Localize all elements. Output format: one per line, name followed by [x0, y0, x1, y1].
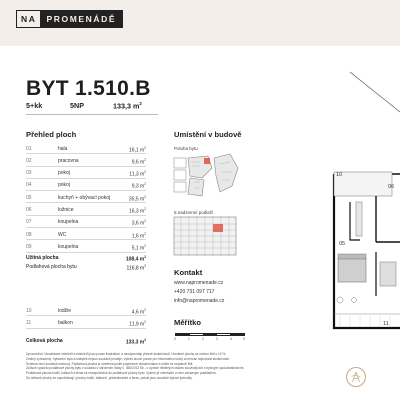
position-label: Poloha bytu	[174, 146, 198, 151]
room-area-value: 1,6 m	[131, 233, 145, 240]
total-area-value	[126, 338, 146, 346]
plan-room-10-label: 10	[336, 172, 343, 178]
floor-area-unit: 2	[144, 264, 146, 268]
room-row	[26, 167, 146, 179]
room-number: 02	[26, 157, 32, 164]
usable-area-label: Užitná plocha	[26, 255, 59, 261]
room-area-value: 11,9 m	[129, 321, 145, 328]
total-area-number: 133,3 m	[125, 339, 145, 346]
room-number: 11	[26, 319, 32, 326]
scale-tick: 1	[188, 337, 190, 341]
disclaimer-line: Schéma není součástí smlouvy. Podlahová plocha je uvedena podle projektové dokumentace a může se nepatrně lišit.	[26, 361, 194, 366]
usable-area-value	[126, 255, 146, 263]
plan-room-06-label: 06	[388, 184, 395, 190]
scale-heading: Měřítko	[174, 318, 202, 327]
room-area	[129, 170, 146, 178]
unit-area-value: 133,3 m	[113, 101, 140, 111]
room-number: 03	[26, 170, 32, 177]
room-area-unit: 2	[144, 157, 146, 162]
room-row	[26, 203, 146, 215]
room-number: 07	[26, 219, 32, 226]
room-number: 04	[26, 182, 32, 189]
room-name: balkon	[58, 319, 73, 326]
scale-tick: 0	[174, 337, 176, 341]
rooms-heading: Přehled ploch	[26, 130, 77, 139]
room-area-unit: 2	[144, 182, 146, 187]
room-area	[129, 320, 146, 328]
usable-area-number: 108,4 m	[125, 256, 145, 263]
disclaimer-line: Způsob výpočtu podlahové plochy bytu v souladu s nařízením vlády č. 366/2013 Sb., o úpravě některých otázek souvisejících s bytovým spoluvlastnictvím.	[26, 366, 245, 371]
room-area	[132, 158, 146, 166]
floor-area-row	[26, 264, 146, 272]
contact-email-link[interactable]: info@napromenade.cz	[174, 298, 225, 304]
room-row	[26, 240, 146, 252]
scale-tick: 4	[230, 337, 232, 341]
disclaimer-line: Podlahová plocha lodžií, balkonů a teras se nezapočítává do podlahové plochy bytu. Výkres je orientační a není závazným podkladem.	[26, 371, 217, 376]
room-number: 05	[26, 194, 32, 201]
total-area-unit: 2	[144, 338, 146, 342]
room-number: 01	[26, 145, 32, 152]
room-area	[132, 219, 146, 227]
room-area	[132, 232, 146, 240]
disclaimer-line: Do celkové plochy se započítávají i plochy lodžií, balkonů, předzahrádek a teras, pokud jsou součástí bytové jednotky.	[26, 375, 193, 380]
room-number: 10	[26, 307, 32, 314]
room-row	[26, 179, 146, 191]
scale-ticks	[175, 337, 245, 343]
room-area-value: 16,1 m	[128, 147, 145, 154]
contact-phone-link[interactable]: +420 731 097 717	[174, 289, 215, 295]
scale-tick: 2	[202, 337, 204, 341]
site-plan-map	[172, 152, 242, 204]
room-name: hala	[58, 145, 68, 152]
room-area-unit: 2	[144, 231, 146, 236]
header-bar	[0, 0, 400, 46]
brand-logo-part2: PROMENÁDĚ	[40, 11, 122, 27]
usable-area-unit: 2	[144, 255, 146, 259]
room-area-unit: 2	[144, 194, 146, 199]
location-heading: Umístění v budově	[174, 130, 242, 139]
plan-room-11-label: 11	[383, 321, 389, 327]
room-area-value: 35,5 m	[128, 196, 145, 203]
room-name: ložnice	[58, 206, 74, 213]
room-area-value: 16,3 m	[128, 208, 145, 215]
floor-area-number: 116,8 m	[126, 265, 145, 272]
room-area-value: 11,3 m	[129, 171, 145, 178]
unit-layout: 5+kk	[26, 101, 43, 110]
room-name: pracovna	[58, 157, 79, 164]
room-area	[129, 207, 146, 215]
room-name: lodžie	[58, 307, 72, 314]
emblem-glyph-icon	[349, 370, 363, 384]
room-name: kuchyň + obývací pokoj	[58, 194, 111, 201]
disclaimer	[26, 352, 306, 381]
room-area-unit: 2	[144, 145, 146, 150]
room-number: 09	[26, 243, 32, 250]
room-area-value: 5,1 m	[131, 245, 145, 252]
apartment-floor-plan	[310, 52, 400, 342]
total-area-row	[26, 338, 146, 346]
room-row	[26, 228, 146, 240]
room-number: 08	[26, 231, 32, 238]
room-area-unit: 2	[144, 170, 146, 175]
room-area-unit: 2	[144, 219, 146, 224]
room-name: pokoj	[58, 170, 70, 177]
room-row	[26, 216, 146, 228]
extra-rooms-table	[26, 304, 146, 329]
room-name: WC	[58, 231, 67, 238]
contact-heading: Kontakt	[174, 268, 203, 277]
plan-room-05-label: 05	[339, 241, 346, 247]
room-area-unit: 2	[144, 319, 146, 324]
floor-area-value	[127, 264, 146, 272]
room-name: koupelna	[58, 243, 79, 250]
room-area	[129, 195, 146, 203]
rooms-table	[26, 142, 146, 253]
room-name: pokoj	[58, 182, 70, 189]
room-area	[132, 182, 146, 190]
room-area-value: 9,6 m	[131, 159, 145, 166]
unit-floor: 5NP	[70, 101, 84, 110]
scale-tick: 3	[216, 337, 218, 341]
scale-bar-graphic	[175, 333, 245, 336]
floor-plan-mini	[173, 216, 237, 256]
room-area	[132, 308, 146, 316]
brand-emblem-icon	[346, 367, 366, 387]
room-name: koupelna	[58, 219, 79, 226]
room-area-value: 4,6 m	[131, 309, 145, 316]
room-row	[26, 142, 146, 154]
total-area-label: Celková plocha	[26, 338, 63, 344]
unit-area	[113, 101, 142, 110]
brand-logo[interactable]	[16, 10, 123, 28]
room-area	[129, 146, 146, 154]
scale-bar	[175, 333, 245, 343]
room-area	[132, 244, 146, 252]
room-row	[26, 316, 146, 328]
contact-web-link[interactable]: www.napromenade.cz	[174, 280, 224, 286]
usable-area-row	[26, 255, 146, 263]
room-area-value: 3,6 m	[131, 220, 145, 227]
disclaimer-line: Upozornění: Vizualizace interiérů a exteriérů jsou pouze ilustrativní a neodpovídají přesně skutečnosti. Uvedené plochy se mohou lišit o ±3 %.	[26, 352, 227, 356]
floor-label: 5.nadzemní podlaží	[174, 210, 214, 215]
room-row	[26, 191, 146, 203]
room-area-value: 9,3 m	[131, 184, 145, 191]
room-row	[26, 154, 146, 166]
room-row	[26, 304, 146, 316]
room-area-unit: 2	[144, 206, 146, 211]
room-area-unit: 2	[144, 307, 146, 312]
floor-area-label: Podlahová plocha bytu	[26, 264, 77, 270]
room-area-unit: 2	[144, 243, 146, 248]
unit-area-unit: 2	[139, 101, 142, 106]
unit-title: BYT 1.510.B	[26, 77, 151, 100]
disclaimer-line: Změny vyhrazeny. Vybavení bytu a nábytek nejsou součástí prodeje, výkres slouží pouze pro informativní účely a nemusí odpovídat skutečnosti.	[26, 356, 230, 361]
brand-logo-part1: NA	[21, 14, 37, 24]
divider	[26, 114, 158, 115]
room-number: 06	[26, 206, 32, 213]
scale-tick: 5	[243, 337, 245, 341]
